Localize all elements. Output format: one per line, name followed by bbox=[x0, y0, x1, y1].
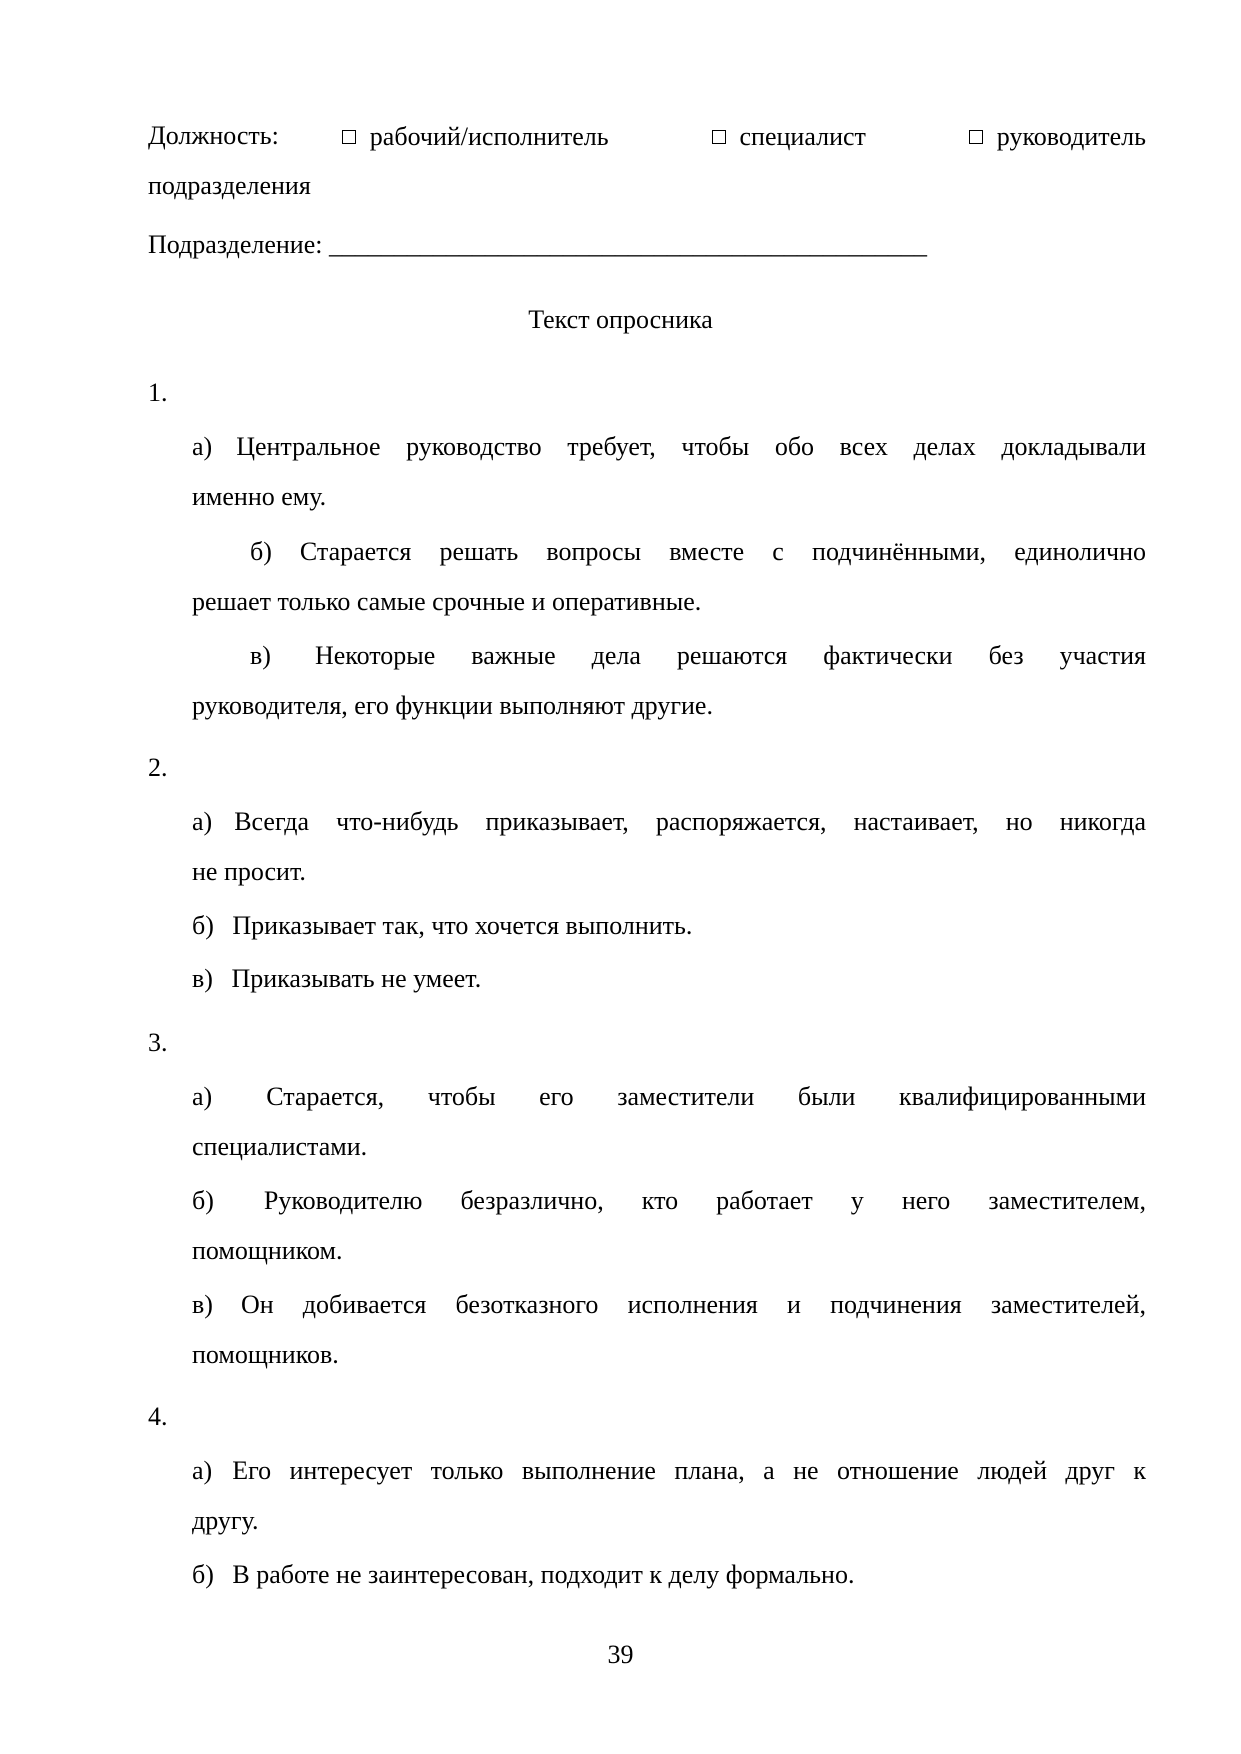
answer-letter: в) bbox=[192, 1290, 213, 1319]
answer-letter: а) bbox=[192, 807, 213, 836]
answer-text: Некоторые важные дела решаются фактически без участия bbox=[314, 641, 1146, 670]
answer-text: Приказывать не умеет. bbox=[231, 964, 482, 993]
checkbox-icon[interactable] bbox=[712, 130, 726, 144]
question-number: 4. bbox=[148, 1402, 168, 1431]
answer-1b-line2: решает только самые срочные и оперативные. bbox=[192, 587, 702, 616]
answer-letter: а) bbox=[192, 1456, 213, 1485]
answer-4b[interactable] bbox=[192, 1560, 854, 1590]
answer-text: Приказывает так, что хочется выполнить. bbox=[232, 911, 693, 940]
answer-2a-line1[interactable] bbox=[192, 807, 1146, 837]
department-row bbox=[148, 230, 927, 260]
answer-1b-line1[interactable] bbox=[250, 537, 1146, 567]
position-continuation: подразделения bbox=[148, 171, 311, 200]
answer-letter: б) bbox=[250, 537, 272, 566]
question-number: 1. bbox=[148, 378, 168, 407]
answer-letter: в) bbox=[250, 641, 271, 670]
position-row bbox=[148, 121, 1146, 152]
position-option-specialist[interactable]: специалист bbox=[712, 122, 866, 152]
questionnaire-title: Текст опросника bbox=[528, 305, 713, 334]
answer-2c[interactable] bbox=[192, 964, 481, 994]
answer-text: Его интересует только выполнение плана, а не отношение людей друг к bbox=[232, 1456, 1146, 1485]
answer-letter: б) bbox=[192, 1560, 214, 1589]
answer-letter: б) bbox=[192, 1186, 214, 1215]
question-number: 2. bbox=[148, 753, 168, 782]
answer-2a-line2: не просит. bbox=[192, 857, 306, 886]
answer-1a-line1[interactable] bbox=[192, 432, 1146, 462]
answer-text: Центральное руководство требует, чтобы обо всех делах докладывали bbox=[236, 432, 1146, 461]
department-blank[interactable]: ______________________________________________ bbox=[328, 230, 927, 259]
answer-text: Всегда что-нибудь приказывает, распоряжается, настаивает, но никогда bbox=[234, 807, 1146, 836]
answer-1c-line2: руководителя, его функции выполняют другие. bbox=[192, 691, 713, 720]
answer-letter: б) bbox=[192, 911, 214, 940]
checkbox-icon[interactable] bbox=[969, 130, 983, 144]
answer-4a-line2: другу. bbox=[192, 1506, 259, 1535]
answer-letter: а) bbox=[192, 432, 213, 461]
answer-4a-line1[interactable] bbox=[192, 1456, 1146, 1486]
checkbox-icon[interactable] bbox=[342, 130, 356, 144]
position-option-manager[interactable]: руководитель bbox=[969, 122, 1146, 152]
answer-letter: а) bbox=[192, 1082, 213, 1111]
answer-3a-line1[interactable] bbox=[192, 1082, 1146, 1112]
answer-text: В работе не заинтересован, подходит к делу формально. bbox=[232, 1560, 855, 1589]
answer-1a-line2: именно ему. bbox=[192, 482, 327, 511]
answer-3b-line1[interactable] bbox=[192, 1186, 1146, 1216]
answer-3a-line2: специалистами. bbox=[192, 1132, 368, 1161]
answer-3c-line2: помощников. bbox=[192, 1340, 339, 1369]
question-number: 3. bbox=[148, 1028, 168, 1057]
position-label: Должность: bbox=[148, 121, 279, 150]
answer-text: Старается решать вопросы вместе с подчинёнными, единолично bbox=[299, 537, 1146, 566]
answer-2b[interactable] bbox=[192, 911, 692, 941]
answer-3c-line1[interactable] bbox=[192, 1290, 1146, 1320]
answer-3b-line2: помощником. bbox=[192, 1236, 343, 1265]
answer-letter: в) bbox=[192, 964, 213, 993]
page-number: 39 bbox=[607, 1640, 634, 1669]
position-option-worker[interactable]: рабочий/исполнитель bbox=[342, 122, 609, 152]
answer-1c-line1[interactable] bbox=[250, 641, 1146, 671]
department-label: Подразделение: bbox=[148, 230, 323, 259]
answer-text: Он добивается безотказного исполнения и подчинения заместителей, bbox=[240, 1290, 1146, 1319]
answer-text: Старается, чтобы его заместители были квалифицированными bbox=[266, 1082, 1146, 1111]
answer-text: Руководителю безразлично, кто работает у него заместителем, bbox=[263, 1186, 1146, 1215]
